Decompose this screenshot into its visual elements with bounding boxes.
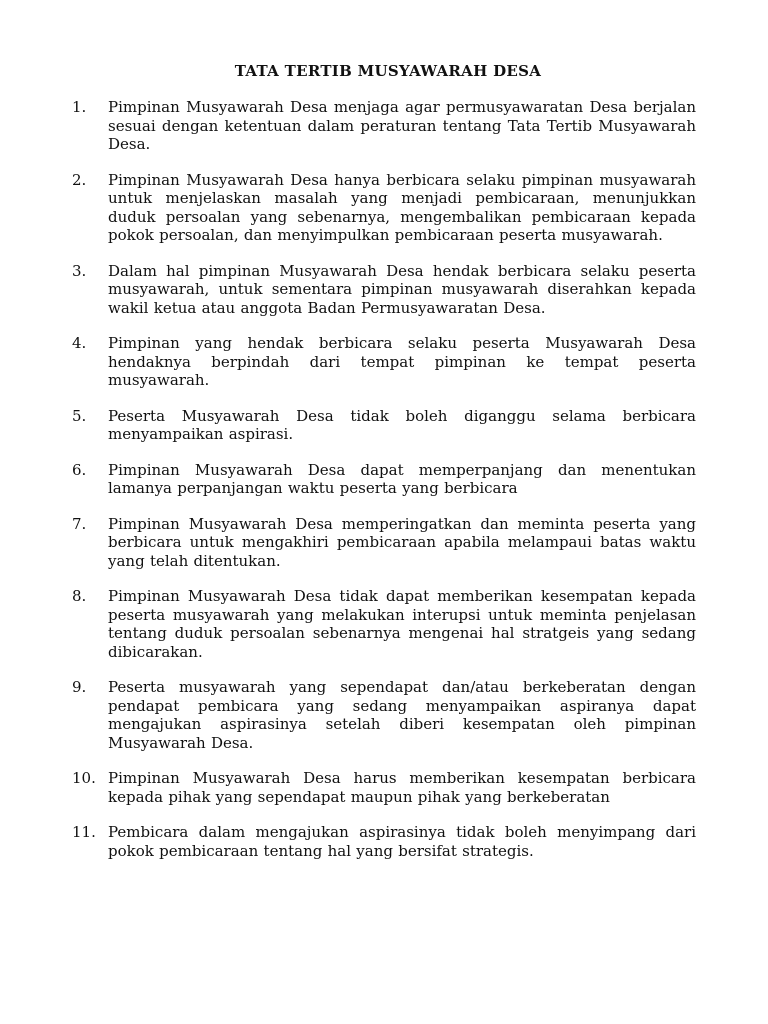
rule-number: 6.: [72, 460, 87, 479]
rule-item-9: [72, 678, 696, 752]
rule-number: 4.: [72, 334, 87, 352]
rule-text: Peserta musyawarah yang sependapat dan/atau berkeberatan dengan pendapat pembicara yang sedang menyampaikan aspiranya dapat mengajukan aspirasinya setelah diberi kesempatan oleh pimpinan Musyawarah Desa.: [108, 678, 696, 752]
rule-text: Pimpinan Musyawarah Desa menjaga agar permusyawaratan Desa berjalan sesuai dengan ketentuan dalam peraturan tentang Tata Tertib Musyawarah Desa.: [108, 98, 696, 153]
rule-item-11: [72, 823, 696, 860]
rule-number: 9.: [72, 678, 87, 696]
rule-item-8: [72, 587, 696, 661]
rule-number: 7.: [72, 514, 87, 533]
rule-text: Pimpinan Musyawarah Desa memperingatkan dan meminta peserta yang berbicara untuk mengakhiri pembicaraan apabila melampaui batas waktu yang telah ditentukan.: [108, 514, 696, 570]
rule-text: Pimpinan yang hendak berbicara selaku peserta Musyawarah Desa hendaknya berpindah dari tempat pimpinan ke tempat peserta musyawarah.: [108, 334, 696, 389]
rule-item-2: [72, 171, 696, 245]
rule-item-3: [72, 262, 696, 318]
document-title: TATA TERTIB MUSYAWARAH DESA: [234, 62, 542, 80]
rule-number: 10.: [72, 769, 96, 787]
rule-text: Pimpinan Musyawarah Desa hanya berbicara selaku pimpinan musyawarah untuk menjelaskan masalah yang menjadi pembicaraan, menunjukkan duduk persoalan yang sebenarnya, mengembalikan pembicaraan kepada pokok persoalan, dan menyimpulkan pembicaraan peserta musyawarah.: [108, 170, 696, 244]
rule-number: 11.: [72, 823, 96, 841]
rule-item-1: [72, 98, 696, 154]
rule-number: 2.: [72, 170, 87, 189]
rule-item-4: [72, 334, 696, 390]
rule-number: 8.: [72, 587, 87, 605]
rule-item-10: [72, 769, 696, 806]
rule-text: Pimpinan Musyawarah Desa harus memberikan kesempatan berbicara kepada pihak yang sependapat maupun pihak yang berkeberatan: [108, 769, 696, 806]
rule-number: 3.: [72, 261, 87, 280]
rule-number: 5.: [72, 406, 87, 425]
rules-list: [72, 98, 696, 860]
rule-item-5: [72, 407, 696, 444]
rule-text: Dalam hal pimpinan Musyawarah Desa hendak berbicara selaku peserta musyawarah, untuk sementara pimpinan musyawarah diserahkan kepada wakil ketua atau anggota Badan Permusyawaratan Desa.: [108, 261, 696, 317]
rule-text: Pimpinan Musyawarah Desa tidak dapat memberikan kesempatan kepada peserta musyawarah yang melakukan interupsi untuk meminta penjelasan tentang duduk persoalan sebenarnya mengenai hal stratgeis yang sedang dibicarakan.: [108, 587, 696, 661]
rule-text: Peserta Musyawarah Desa tidak boleh diganggu selama berbicara menyampaikan aspirasi.: [108, 406, 696, 443]
rule-number: 1.: [72, 98, 87, 116]
rule-text: Pembicara dalam mengajukan aspirasinya tidak boleh menyimpang dari pokok pembicaraan tentang hal yang bersifat strategis.: [108, 823, 696, 860]
rule-item-6: [72, 461, 696, 498]
rule-item-7: [72, 515, 696, 571]
rule-text: Pimpinan Musyawarah Desa dapat memperpanjang dan menentukan lamanya perpanjangan waktu peserta yang berbicara: [108, 460, 696, 497]
